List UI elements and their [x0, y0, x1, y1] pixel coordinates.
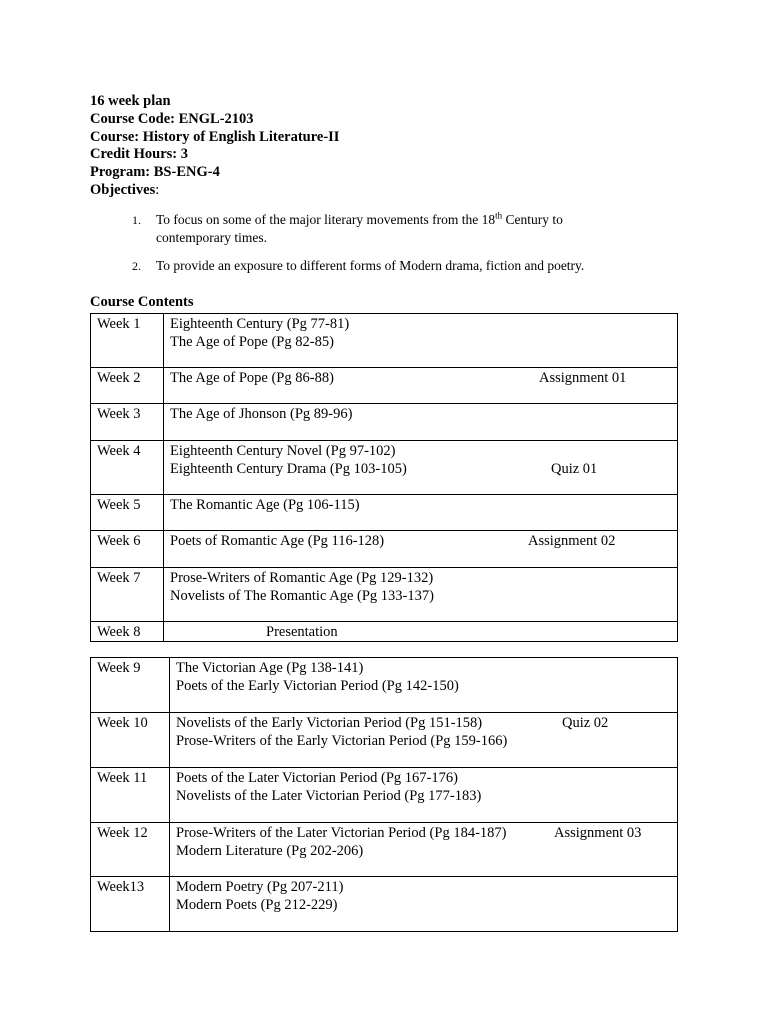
table-row [91, 568, 678, 622]
program: Program: BS-ENG-4 [90, 164, 220, 181]
table-row [91, 404, 678, 441]
week-topics [164, 622, 678, 642]
objective-line: To provide an exposure to different forms of Modern drama, fiction and poetry. [156, 258, 585, 273]
topic-line: Poets of the Early Victorian Period (Pg 142-150) [176, 678, 459, 694]
topic-line: Poets of the Later Victorian Period (Pg 167-176) [176, 770, 458, 786]
credit-hours: Credit Hours: 3 [90, 146, 189, 163]
week-label: Week 8 [91, 622, 164, 642]
topic-line: Presentation [266, 624, 338, 640]
weeks-table-2 [90, 657, 678, 932]
topic-line: Modern Poetry (Pg 207-211) [176, 879, 344, 895]
objective-item [132, 211, 584, 247]
course-name: Course: History of English Literature-II [90, 128, 340, 145]
week-task: Quiz 02 [562, 715, 609, 731]
week-task: Assignment 01 [539, 370, 627, 386]
table-row [91, 622, 678, 642]
objective-number: 1. [132, 213, 141, 227]
week-label: Week 9 [91, 658, 170, 713]
week-task: Quiz 01 [551, 461, 598, 477]
topic-line: Prose-Writers of the Later Victorian Period (Pg 184-187) [176, 825, 507, 841]
topic-line: The Age of Pope (Pg 82-85) [170, 334, 334, 350]
topic-line: Novelists of The Romantic Age (Pg 133-137) [170, 588, 434, 604]
objectives-heading: Objectives: [90, 181, 160, 198]
document-header [90, 93, 339, 200]
objective-line: To focus on some of the major literary movements from the 18th Century to [156, 210, 563, 227]
table-row [91, 531, 678, 568]
table-row [91, 713, 678, 768]
table-row [91, 768, 678, 823]
week-topics [170, 877, 678, 932]
week-topics [170, 658, 678, 713]
week-label: Week 6 [91, 531, 164, 568]
week-topics [164, 314, 678, 368]
topic-line: Eighteenth Century Drama (Pg 103-105) [170, 461, 407, 477]
week-topics [164, 495, 678, 531]
objective-number: 2. [132, 259, 141, 273]
topic-line: Eighteenth Century Novel (Pg 97-102) [170, 443, 396, 459]
week-task: Assignment 03 [554, 825, 642, 841]
week-topics [164, 568, 678, 622]
course-contents-heading: Course Contents [90, 294, 194, 310]
week-topics [164, 441, 678, 495]
week-label: Week 5 [91, 495, 164, 531]
topic-line: Prose-Writers of the Early Victorian Period (Pg 159-166) [176, 733, 508, 749]
weeks-table-1 [90, 313, 678, 642]
table-row [91, 823, 678, 877]
table-row [91, 658, 678, 713]
course-code: Course Code: ENGL-2103 [90, 110, 254, 127]
week-topics [164, 531, 678, 568]
topic-line: The Age of Jhonson (Pg 89-96) [170, 406, 353, 422]
week-label: Week 12 [91, 823, 170, 877]
topic-line: Poets of Romantic Age (Pg 116-128) [170, 533, 385, 549]
topic-line: The Victorian Age (Pg 138-141) [176, 660, 364, 676]
topic-line: The Age of Pope (Pg 86-88) [170, 370, 334, 386]
table-row [91, 877, 678, 932]
table-row [91, 495, 678, 531]
topic-line: The Romantic Age (Pg 106-115) [170, 497, 360, 513]
week-label: Week 7 [91, 568, 164, 622]
table-row [91, 368, 678, 404]
week-label: Week 4 [91, 441, 164, 495]
week-topics [170, 713, 678, 768]
week-topics [170, 768, 678, 823]
week-label: Week 3 [91, 404, 164, 441]
objective-line: contemporary times. [156, 230, 267, 245]
topic-line: Novelists of the Later Victorian Period (Pg 177-183) [176, 788, 482, 804]
week-topics [164, 368, 678, 404]
topic-line: Modern Literature (Pg 202-206) [176, 843, 364, 859]
table-row [91, 441, 678, 495]
topic-line: Modern Poets (Pg 212-229) [176, 897, 338, 913]
week-topics [164, 404, 678, 441]
topic-line: Prose-Writers of Romantic Age (Pg 129-132) [170, 570, 434, 586]
week-label: Week 11 [91, 768, 170, 823]
week-task: Assignment 02 [528, 533, 616, 549]
week-label: Week 2 [91, 368, 164, 404]
table-row [91, 314, 678, 368]
objective-item [132, 257, 584, 275]
week-topics [170, 823, 678, 877]
objectives-list [132, 211, 584, 275]
week-label: Week 10 [91, 713, 170, 768]
topic-line: Eighteenth Century (Pg 77-81) [170, 316, 350, 332]
week-label: Week13 [91, 877, 170, 932]
week-label: Week 1 [91, 314, 164, 368]
plan-title: 16 week plan [90, 93, 171, 109]
topic-line: Novelists of the Early Victorian Period (Pg 151-158) [176, 715, 483, 731]
